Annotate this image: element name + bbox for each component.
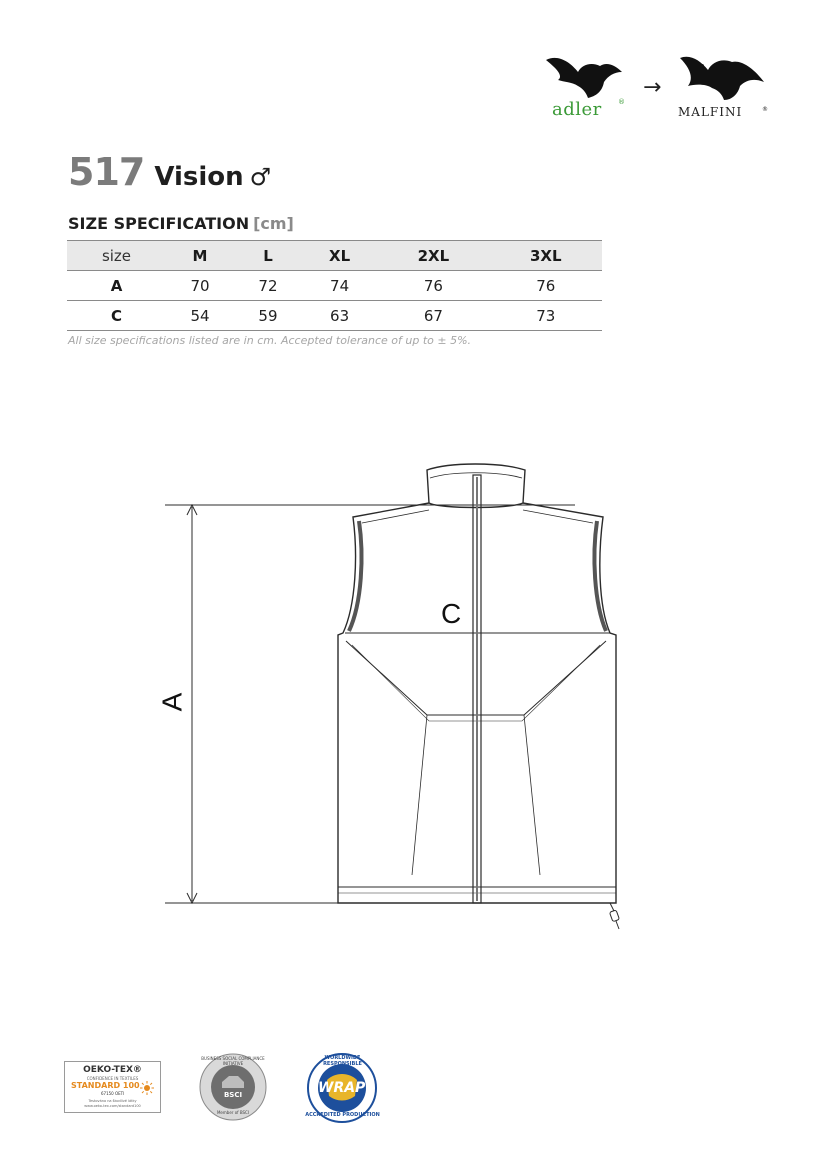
table-cell: 76 xyxy=(377,271,489,301)
cord-toggle xyxy=(609,910,619,922)
header-cell-3xl: 3XL xyxy=(490,241,602,271)
malfini-registered-mark: ® xyxy=(762,106,768,113)
table-cell: 73 xyxy=(490,301,602,331)
size-table xyxy=(67,240,602,331)
wrap-logo xyxy=(305,1052,380,1124)
measure-label-a: A xyxy=(156,692,188,712)
bsci-name: BSCI xyxy=(223,1091,243,1099)
adler-registered-mark: ® xyxy=(618,98,625,106)
size-spec-heading-text: SIZE SPECIFICATION xyxy=(68,214,250,233)
table-cell: 70 xyxy=(166,271,234,301)
malfini-wordmark: MALFINI xyxy=(678,105,743,119)
tolerance-note: All size specifications listed are in cm. Accepted tolerance of up to ± 5%. xyxy=(68,334,472,347)
row-label-c: C xyxy=(67,301,166,331)
oeko-tex-footer-line: www.oeko-tex.com/standard100 xyxy=(84,1104,141,1108)
oeko-tex-standard: STANDARD 100 xyxy=(71,1081,140,1090)
size-spec-unit: [cm] xyxy=(253,214,294,233)
size-table-header-row xyxy=(67,241,602,271)
table-row xyxy=(67,301,602,331)
table-cell: 72 xyxy=(234,271,302,301)
brand-arrow-icon: → xyxy=(643,75,662,100)
table-cell: 63 xyxy=(302,301,377,331)
table-row xyxy=(67,271,602,301)
product-code: 517 xyxy=(68,150,145,194)
bsci-member-text: Member of BSCI xyxy=(216,1110,250,1115)
oeko-tex-title: OEKO-TEX® xyxy=(83,1065,142,1075)
adler-wordmark: adler xyxy=(552,99,602,120)
table-cell: 54 xyxy=(166,301,234,331)
wrap-top-text: WORLDWIDE RESPONSIBLE xyxy=(323,1055,362,1067)
oeko-tex-footer-line: Testováno na škodlivé látky xyxy=(88,1099,137,1103)
size-spec-heading xyxy=(68,214,294,233)
malfini-logo xyxy=(672,52,772,122)
adler-logo xyxy=(540,52,630,122)
eagle-icon xyxy=(544,52,624,100)
wrap-bottom-text: ACCREDITED PRODUCTION xyxy=(305,1112,380,1118)
header-cell-xl: XL xyxy=(302,241,377,271)
wrap-name: WRAP xyxy=(318,1080,366,1096)
header-cell-l: L xyxy=(234,241,302,271)
measure-label-c: C xyxy=(441,598,462,629)
product-name: Vision xyxy=(154,162,244,192)
table-cell: 76 xyxy=(490,271,602,301)
oeko-tex-subtitle: CONFIDENCE IN TEXTILES xyxy=(86,1076,139,1081)
sun-icon xyxy=(140,1081,154,1095)
male-gender-icon: ♂ xyxy=(249,163,272,191)
page-title xyxy=(68,150,271,196)
header-cell-2xl: 2XL xyxy=(377,241,489,271)
oeko-tex-footer xyxy=(65,1099,160,1109)
header-cell-size: size xyxy=(67,241,166,271)
bsci-logo xyxy=(198,1052,268,1122)
oeko-tex-code: 67150 OETI xyxy=(101,1091,125,1096)
row-label-a: A xyxy=(67,271,166,301)
table-cell: 67 xyxy=(377,301,489,331)
bsci-ring-text: BUSINESS SOCIAL COMPLIANCE INITIATIVE xyxy=(201,1056,265,1066)
table-cell: 74 xyxy=(302,271,377,301)
header-cell-m: M xyxy=(166,241,234,271)
table-cell: 59 xyxy=(234,301,302,331)
oeko-tex-logo xyxy=(64,1061,161,1113)
eagle-icon xyxy=(678,52,768,102)
vest-technical-drawing xyxy=(140,455,640,935)
